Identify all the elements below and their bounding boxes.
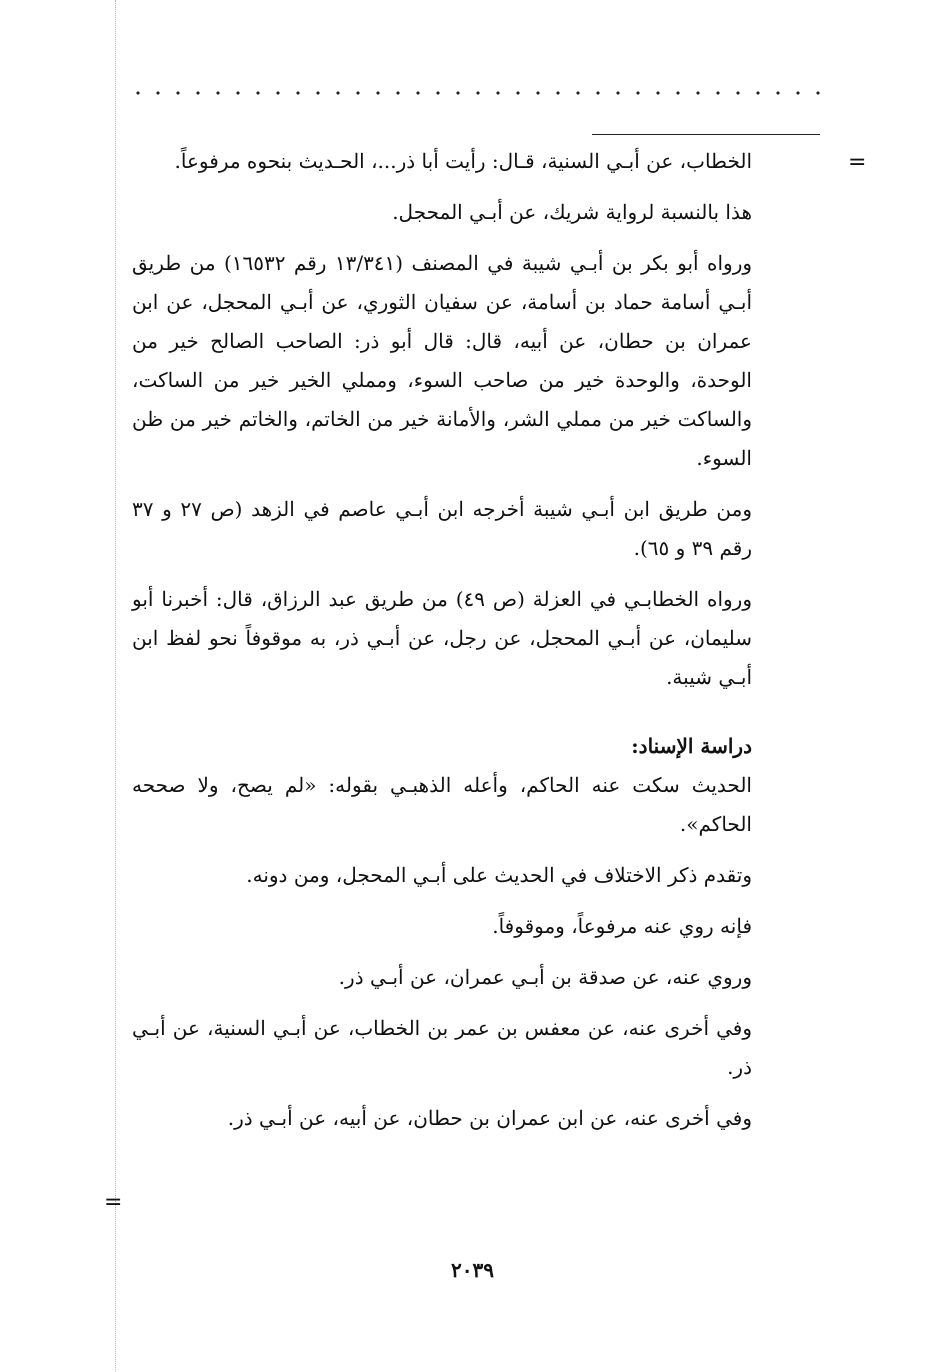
continuation-marker-bottom: = bbox=[104, 1190, 123, 1215]
paragraph-6: الحديث سكت عنه الحاكم، وأعله الذهبـي بقوله: «لم يصح، ولا صححه الحاكم». bbox=[132, 773, 752, 836]
paragraph-5: ورواه الخطابـي في العزلة (ص ٤٩) من طريق عبد الرزاق، قال: أخبرنا أبو سليمان، عن أبـي المحجل، عن رجل، عن أبـي ذر، به موقوفاً نحو لفظ ابن أبـي شيبة. bbox=[132, 587, 752, 689]
paragraph-1: الخطاب، عن أبـي السنية، قـال: رأيت أبا ذر...، الحـديث بنحوه مرفوعاً. bbox=[174, 149, 752, 173]
page-edge-dotted-line bbox=[115, 0, 116, 1372]
main-text bbox=[132, 142, 752, 1150]
paragraph-11: وفي أخرى عنه، عن ابن عمران بن حطان، عن أبيه، عن أبـي ذر. bbox=[227, 1106, 752, 1130]
paragraph-10: وفي أخرى عنه، عن معفس بن عمر بن الخطاب، عن أبـي السنية، عن أبـي ذر. bbox=[132, 1016, 752, 1079]
paragraph-2: هذا بالنسبة لرواية شريك، عن أبـي المحجل. bbox=[392, 200, 752, 224]
paragraph-4: ومن طريق ابن أبـي شيبة أخرجه ابن أبـي عاصم في الزهد (ص ٢٧ و ٣٧ رقم ٣٩ و ٦٥). bbox=[132, 497, 752, 560]
paragraph-7: وتقدم ذكر الاختلاف في الحديث على أبـي المحجل، ومن دونه. bbox=[246, 863, 752, 887]
section-heading: دراسة الإسناد: bbox=[631, 734, 752, 758]
paragraph-3: ورواه أبو بكر بن أبـي شيبة في المصنف (١٣/٣٤١ رقم ١٦٥٣٢) من طريق أبـي أسامة حماد بن أسامة، عن سفيان الثوري، عن أبـي المحجل، عن ابن عمران بن حطان، عن أبيه، قال: قال أبو ذر: الصاحب الصالح خير من الوحدة، والوحدة خير من صاحب السوء، ومملي الخير خير من الساكت، والساكت خير من مملي الشر، والأمانة خير من الخاتم، والخاتم خير من ظن السوء. bbox=[132, 251, 753, 470]
header-dotted-rule bbox=[128, 90, 823, 96]
continuation-marker-top: = bbox=[848, 150, 867, 175]
footnote-separator-rule bbox=[592, 134, 820, 135]
paragraph-9: وروي عنه، عن صدقة بن أبـي عمران، عن أبـي ذر. bbox=[338, 965, 752, 989]
page-number: ٢٠٣٩ bbox=[451, 1258, 494, 1282]
paragraph-8: فإنه روي عنه مرفوعاً، وموقوفاً. bbox=[492, 914, 752, 938]
